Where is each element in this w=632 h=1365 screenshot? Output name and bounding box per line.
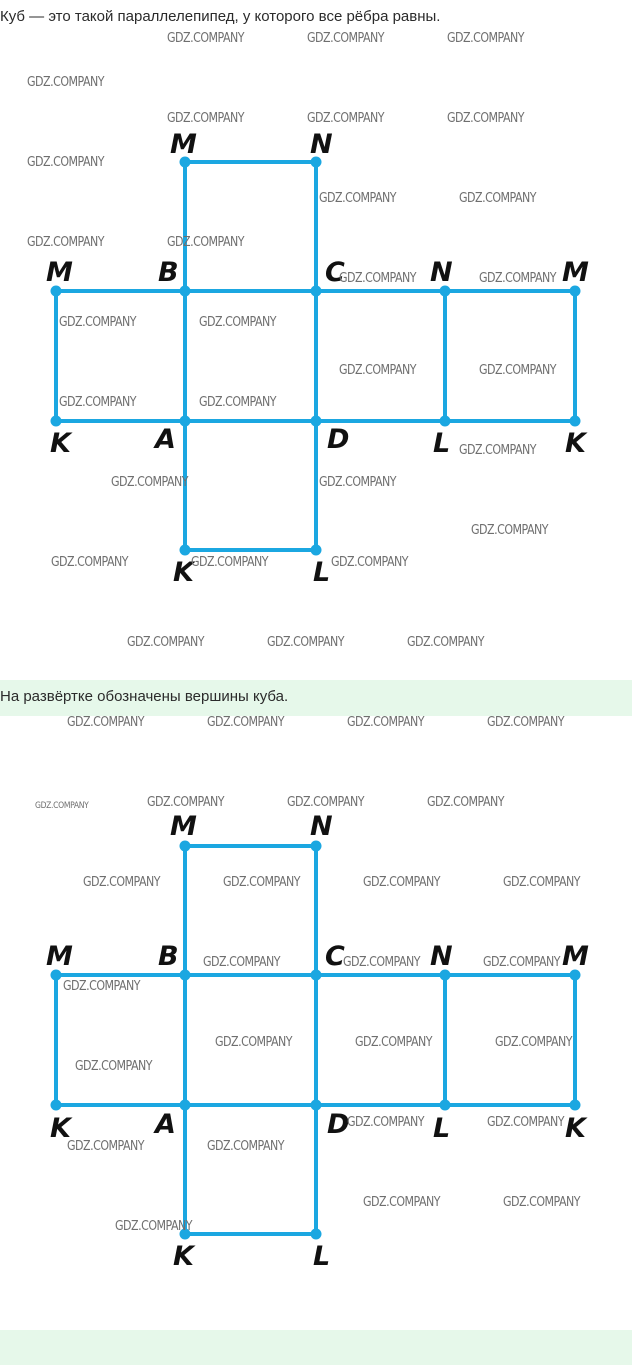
watermark-text: GDZ.COMPANY [503, 875, 581, 890]
watermark-text: GDZ.COMPANY [459, 191, 537, 206]
vertex-label: L [433, 428, 451, 459]
net-vertex [180, 970, 191, 981]
watermark-text: GDZ.COMPANY [207, 715, 285, 730]
vertex-label: L [433, 1113, 451, 1144]
watermark-text: GDZ.COMPANY [167, 111, 245, 126]
watermark-text: GDZ.COMPANY [111, 475, 189, 490]
watermark-text: GDZ.COMPANY [347, 1115, 425, 1130]
vertex-label: N [430, 257, 453, 288]
watermark-text: GDZ.COMPANY [191, 555, 269, 570]
watermark-text: GDZ.COMPANY [487, 715, 565, 730]
watermark-text: GDZ.COMPANY [479, 271, 557, 286]
watermark-text: GDZ.COMPANY [307, 31, 385, 46]
vertex-label: B [158, 941, 179, 972]
net-vertex [311, 1100, 322, 1111]
section-text: На развёртке обозначены вершины куба. [0, 688, 289, 705]
watermark-text: GDZ.COMPANY [59, 315, 137, 330]
watermark-text: GDZ.COMPANY [207, 1139, 285, 1154]
intro-text: Куб — это такой параллелепипед, у которого все рёбра равны. [0, 8, 441, 25]
watermark-text: GDZ.COMPANY [267, 635, 345, 650]
vertex-label: A [155, 424, 176, 455]
vertex-label: M [562, 257, 589, 288]
vertex-label: C [325, 941, 345, 972]
watermark-text: GDZ.COMPANY [319, 475, 397, 490]
vertex-label: M [46, 941, 73, 972]
vertex-label: D [327, 1109, 350, 1140]
vertex-label: N [310, 129, 333, 160]
watermark-text: GDZ.COMPANY [63, 979, 141, 994]
vertex-label: M [562, 941, 589, 972]
net-vertex [570, 1100, 581, 1111]
watermark-text: GDZ.COMPANY [363, 1195, 441, 1210]
vertex-label: K [50, 428, 71, 459]
watermark-text: GDZ.COMPANY [83, 875, 161, 890]
vertex-label: B [158, 257, 179, 288]
watermark-text: GDZ.COMPANY [339, 363, 417, 378]
watermark-text: GDZ.COMPANY [51, 555, 129, 570]
watermark-text: GDZ.COMPANY [75, 1059, 153, 1074]
watermark-text: GDZ.COMPANY [339, 271, 417, 286]
watermark-text: GDZ.COMPANY [459, 443, 537, 458]
vertex-label: M [170, 811, 197, 842]
watermark-text: GDZ.COMPANY [487, 1115, 565, 1130]
watermark-text: GDZ.COMPANY [167, 235, 245, 250]
watermark-text: GDZ.COMPANY [471, 523, 549, 538]
net-vertex [440, 1100, 451, 1111]
vertex-label: K [565, 1113, 586, 1144]
vertex-label: K [50, 1113, 71, 1144]
watermark-text: GDZ.COMPANY [331, 555, 409, 570]
vertex-label: C [325, 257, 345, 288]
net-vertex [180, 1100, 191, 1111]
net-vertex [311, 841, 322, 852]
watermark-text: GDZ.COMPANY [223, 875, 301, 890]
watermark-text: GDZ.COMPANY [307, 111, 385, 126]
watermark-text: GDZ.COMPANY [479, 363, 557, 378]
net-vertex [311, 1229, 322, 1240]
watermark-text: GDZ.COMPANY [319, 191, 397, 206]
watermark-text: GDZ.COMPANY [167, 31, 245, 46]
vertex-label: L [313, 557, 331, 588]
watermark-text: GDZ.COMPANY [287, 795, 365, 810]
watermark-text: GDZ.COMPANY [503, 1195, 581, 1210]
watermark-text: GDZ.COMPANY [115, 1219, 193, 1234]
watermark-text: GDZ.COMPANY [355, 1035, 433, 1050]
vertex-label: M [46, 257, 73, 288]
vertex-label: A [155, 1109, 176, 1140]
watermark-text: GDZ.COMPANY [27, 75, 105, 90]
watermark-text: GDZ.COMPANY [447, 31, 525, 46]
net-vertex [51, 1100, 62, 1111]
watermark-text: GDZ.COMPANY [199, 395, 277, 410]
vertex-label: N [310, 811, 333, 842]
watermark-text: GDZ.COMPANY [495, 1035, 573, 1050]
watermark-text: GDZ.COMPANY [363, 875, 441, 890]
watermark-text: GDZ.COMPANY [203, 955, 281, 970]
watermark-text: GDZ.COMPANY [343, 955, 421, 970]
watermark-text: GDZ.COMPANY [147, 795, 225, 810]
watermark-text: GDZ.COMPANY [427, 795, 505, 810]
watermark-text: GDZ.COMPANY [67, 715, 145, 730]
vertex-label: M [170, 129, 197, 160]
vertex-label: K [173, 557, 194, 588]
watermark-text: GDZ.COMPANY [483, 955, 561, 970]
watermark-text: GDZ.COMPANY [447, 111, 525, 126]
vertex-label: K [173, 1241, 194, 1272]
vertex-label: L [313, 1241, 331, 1272]
watermark-text: GDZ.COMPANY [407, 635, 485, 650]
watermark-text: GDZ.COMPANY [215, 1035, 293, 1050]
watermark-text: GDZ.COMPANY [67, 1139, 145, 1154]
watermark-text: GDZ.COMPANY [199, 315, 277, 330]
bottom-band [0, 1330, 632, 1365]
watermark-text: GDZ.COMPANY [27, 235, 105, 250]
watermark-text: GDZ.COMPANY [347, 715, 425, 730]
vertex-label: D [327, 424, 350, 455]
watermark-text: GDZ.COMPANY [35, 801, 89, 811]
watermark-text: GDZ.COMPANY [59, 395, 137, 410]
net-vertex [311, 970, 322, 981]
watermark-text: GDZ.COMPANY [127, 635, 205, 650]
net-vertex [180, 841, 191, 852]
vertex-label: K [565, 428, 586, 459]
vertex-label: N [430, 941, 453, 972]
watermark-text: GDZ.COMPANY [27, 155, 105, 170]
